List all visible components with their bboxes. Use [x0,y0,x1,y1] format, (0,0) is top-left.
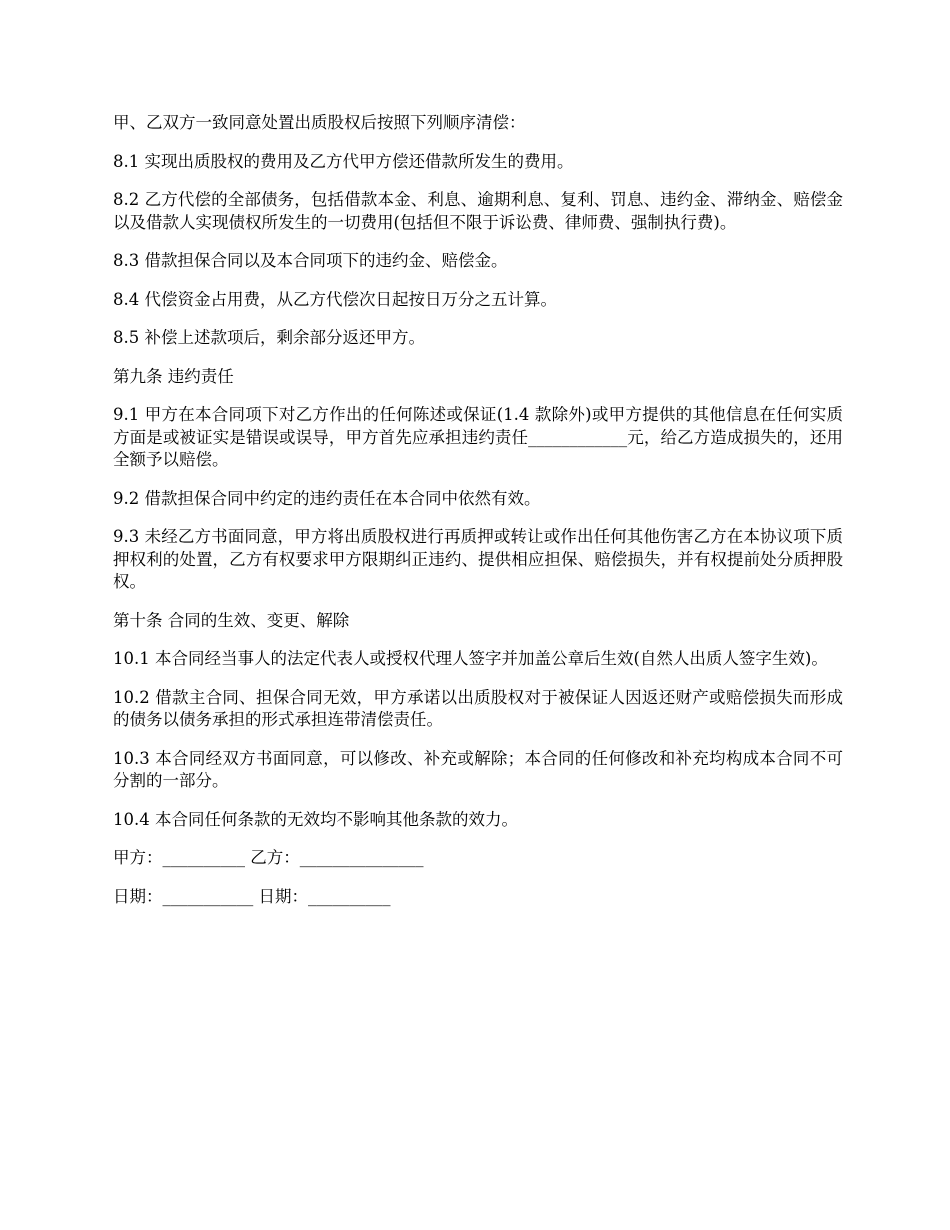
clause-10-3: 10.3 本合同经双方书面同意，可以修改、补充或解除；本合同的任何修改和补充均构成本合同不可分割的一部分。 [113,748,843,790]
clause-8-1: 8.1 实现出质股权的费用及乙方代甲方偿还借款所发生的费用。 [113,151,574,171]
clause-10-1: 10.1 本合同经当事人的法定代表人或授权代理人签字并加盖公章后生效(自然人出质人签字生效)。 [113,649,828,668]
clause-10-4: 10.4 本合同任何条款的无效均不影响其他条款的效力。 [113,809,518,829]
article-10-heading: 第十条 合同的生效、变更、解除 [113,610,350,630]
clause-9-1: 9.1 甲方在本合同项下对乙方作出的任何陈述或保证(1.4 款除外)或甲方提供的其他信息在任何实质方面是或被证实是错误或误导，甲方首先应承担违约责任____________元，给乙方造成损失的，还用全额予以赔偿。 [113,405,843,469]
intro-paragraph: 甲、乙双方一致同意处置出质股权后按照下列顺序清偿： [113,113,526,132]
article-9-heading: 第九条 违约责任 [113,366,234,386]
clause-10-2: 10.2 借款主合同、担保合同无效，甲方承诺以出质股权对于被保证人因返还财产或赔偿损失而形成的债务以债务承担的形式承担连带清偿责任。 [113,687,843,729]
clause-9-2: 9.2 借款担保合同中约定的违约责任在本合同中依然有效。 [113,488,541,508]
signature-dates-line: 日期：___________ 日期：__________ [113,886,391,906]
clause-8-2: 8.2 乙方代偿的全部债务，包括借款本金、利息、逾期利息、复利、罚息、违约金、滞纳金、赔偿金以及借款人实现债权所发生的一切费用(包括但不限于诉讼费、律师费、强制执行费)。 [113,190,843,232]
clause-8-5: 8.5 补偿上述款项后，剩余部分返还甲方。 [113,328,425,347]
clause-8-3: 8.3 借款担保合同以及本合同项下的违约金、赔偿金。 [113,251,508,270]
clause-9-3: 9.3 未经乙方书面同意，甲方将出质股权进行再质押或转让或作出任何其他伤害乙方在本协议项下质押权利的处置，乙方有权要求甲方限期纠正违约、提供相应担保、赔偿损失，并有权提前处分质押股权。 [113,527,843,591]
document-body [113,112,843,924]
signature-parties-line: 甲方：__________ 乙方：_______________ [113,848,424,867]
clause-8-4: 8.4 代偿资金占用费，从乙方代偿次日起按日万分之五计算。 [113,289,557,309]
